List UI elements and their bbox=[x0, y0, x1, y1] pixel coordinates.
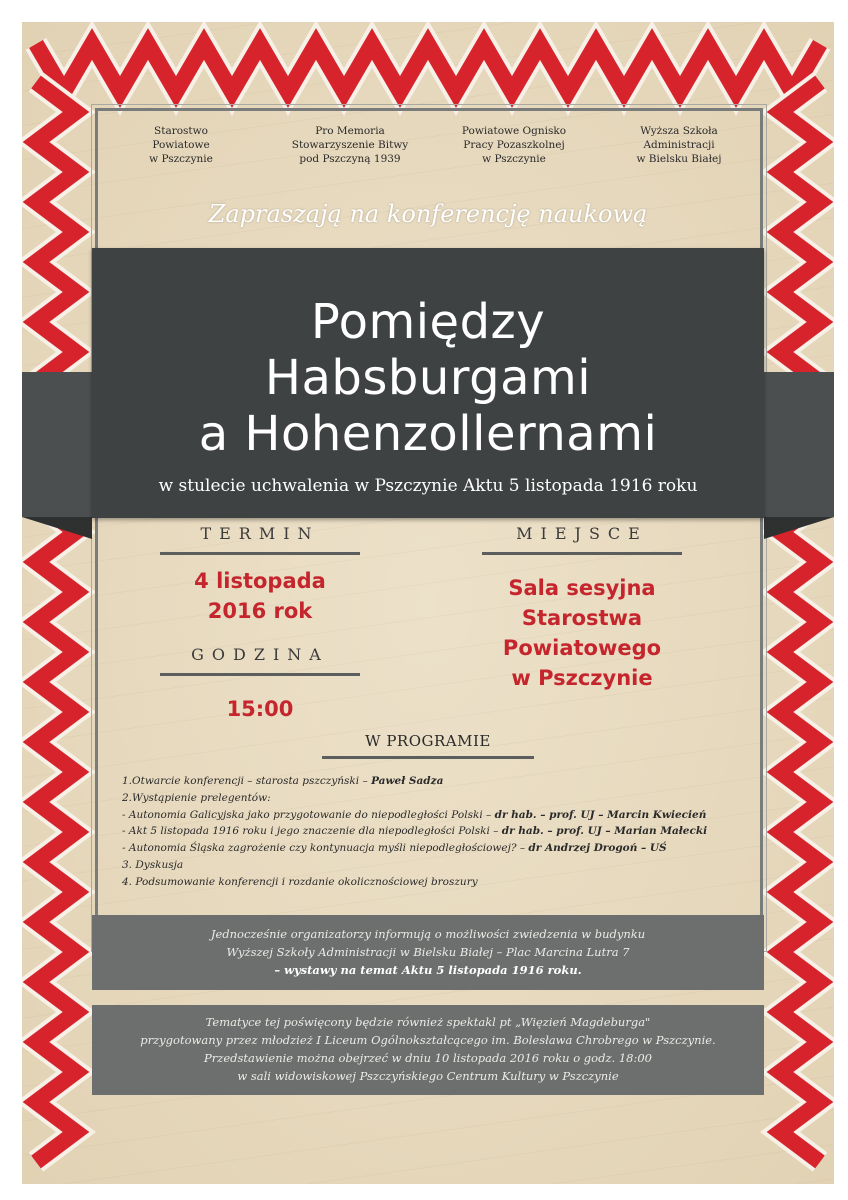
miejsce-line: Sala sesyjna bbox=[508, 576, 656, 600]
organizer-line: pod Pszczyną 1939 bbox=[299, 153, 401, 165]
program-item bbox=[122, 773, 742, 790]
invitation-line: Zapraszają na konferencję naukową bbox=[208, 200, 648, 228]
termin-date-line: 2016 rok bbox=[207, 599, 313, 623]
exhibition-line-bold bbox=[92, 961, 764, 979]
ribbon-top-red bbox=[36, 44, 820, 92]
banner-fold-left bbox=[22, 517, 92, 539]
program-item-text: 2.Wystąpienie prelegentów: bbox=[122, 791, 271, 804]
organizer-line: Powiatowe Ognisko bbox=[461, 125, 567, 137]
spectacle-line: Tematyce tej poświęcony będzie również spektakl pt „Więzień Magdeburga" bbox=[205, 1015, 651, 1029]
organizer-ognisko bbox=[429, 124, 599, 166]
program-rule bbox=[322, 756, 534, 759]
program-item-text: - Autonomia Śląska zagrożenie czy kontynuacja myśli niepodległościowej? – bbox=[122, 842, 529, 855]
program-item bbox=[122, 807, 742, 824]
miejsce-rule bbox=[482, 552, 682, 555]
organizer-line: w Pszczynie bbox=[149, 153, 213, 165]
exhibition-highlight: – wystawy na temat Aktu 5 listopada 1916 roku. bbox=[274, 963, 582, 977]
termin-date bbox=[140, 566, 380, 626]
title-line-3: a Hohenzollernami bbox=[198, 406, 658, 462]
program-item-speaker: Paweł Sadza bbox=[371, 775, 444, 787]
organizer-wsa bbox=[594, 124, 764, 166]
subtitle: w stulecie uchwalenia w Pszczynie Aktu 5 listopada 1916 roku bbox=[158, 476, 698, 496]
program-item-text: - Akt 5 listopada 1916 roku i jego znaczenie dla niepodległości Polski – bbox=[122, 825, 502, 838]
program-item-text: - Autonomia Galicyjska jako przygotowanie do niepodległości Polski – bbox=[122, 808, 495, 821]
program-item bbox=[122, 840, 742, 857]
program-item bbox=[122, 857, 742, 874]
miejsce-label: MIEJSCE bbox=[516, 524, 648, 543]
title-line-1: Pomiędzy bbox=[310, 294, 546, 350]
program-item bbox=[122, 790, 742, 807]
organizer-starostwo bbox=[96, 124, 266, 166]
organizer-line: w Bielsku Białej bbox=[636, 153, 722, 165]
program-item-text: 3. Dyskusja bbox=[122, 858, 184, 871]
organizer-line: Wyższa Szkoła bbox=[640, 125, 718, 137]
poster bbox=[22, 22, 834, 1184]
title-banner bbox=[92, 248, 764, 518]
program-item-speaker: dr hab. – prof. UJ – Marian Małecki bbox=[501, 825, 708, 838]
godzina-time: 15:00 bbox=[226, 697, 294, 721]
organizer-line: Powiatowe bbox=[152, 139, 210, 151]
spectacle-line: Przedstawienie można obejrzeć w dniu 10 listopada 2016 roku o godz. 18:00 bbox=[204, 1051, 652, 1065]
title-line-2: Habsburgami bbox=[264, 350, 592, 406]
miejsce-line: Powiatowego bbox=[502, 636, 662, 660]
godzina-label: GODZINA bbox=[191, 645, 329, 664]
organizer-line: w Pszczynie bbox=[482, 153, 546, 165]
exhibition-band bbox=[92, 915, 764, 990]
exhibition-line: Wyższej Szkoły Administracji w Bielsku Białej – Plac Marcina Lutra 7 bbox=[226, 945, 630, 959]
organizer-pro-memoria bbox=[265, 124, 435, 166]
organizer-line: Stowarzyszenie Bitwy bbox=[291, 139, 409, 151]
banner-fold-right bbox=[764, 517, 834, 539]
organizer-line: Administracji bbox=[643, 139, 715, 151]
program-item-text: 4. Podsumowanie konferencji i rozdanie okolicznościowej broszury bbox=[122, 875, 478, 888]
organizer-line: Pro Memoria bbox=[315, 125, 385, 137]
program-item-speaker: dr Andrzej Drogoń – UŚ bbox=[528, 842, 667, 855]
spectacle-line: przygotowany przez młodzież I Liceum Ogólnokształcącego im. Bolesława Chrobrego w Pszczynie. bbox=[140, 1033, 716, 1047]
termin-rule bbox=[160, 552, 360, 555]
program-item bbox=[122, 874, 742, 891]
spectacle-band bbox=[92, 1005, 764, 1095]
miejsce-line: w Pszczynie bbox=[511, 666, 653, 690]
exhibition-text bbox=[92, 925, 764, 979]
spectacle-line: w sali widowiskowej Pszczyńskiego Centrum Kultury w Pszczynie bbox=[237, 1069, 619, 1083]
organizer-line: Pracy Pozaszkolnej bbox=[463, 139, 565, 151]
program-item bbox=[122, 823, 742, 840]
termin-label: TERMIN bbox=[200, 524, 320, 543]
banner-tail-right bbox=[764, 372, 834, 517]
miejsce-venue bbox=[462, 573, 702, 693]
banner-tail-left bbox=[22, 372, 92, 517]
program-item-text: 1.Otwarcie konferencji – starosta pszczyński – bbox=[122, 775, 372, 787]
miejsce-line: Starostwa bbox=[521, 606, 643, 630]
exhibition-line: Jednocześnie organizatorzy informują o możliwości zwiedzenia w budynku bbox=[210, 927, 646, 941]
organizer-line: Starostwo bbox=[154, 125, 208, 137]
spectacle-text bbox=[92, 1013, 764, 1085]
termin-date-line: 4 listopada bbox=[194, 569, 326, 593]
program-item-speaker: dr hab. – prof. UJ – Marcin Kwiecień bbox=[494, 808, 707, 821]
program-list bbox=[122, 773, 742, 891]
godzina-rule bbox=[160, 673, 360, 676]
program-heading: W PROGRAMIE bbox=[365, 732, 491, 750]
